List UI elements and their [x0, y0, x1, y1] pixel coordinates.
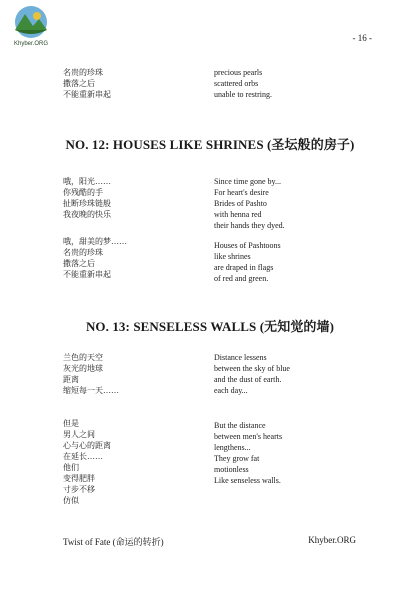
verse-line: Brides of Pashto [214, 199, 267, 208]
verse-line: scattered orbs [214, 79, 259, 88]
verse-line: 仿似 [63, 496, 79, 505]
intro-chinese [63, 67, 111, 100]
verse-line: 灰光的地球 [63, 364, 103, 373]
poem-12-stanza-2-english [214, 240, 281, 284]
verse-line: Since time gone by... [214, 177, 282, 186]
verse-line: their hands they dyed. [214, 221, 285, 230]
verse-line: 缩短每一天…… [63, 386, 119, 395]
verse-line: between men's hearts [214, 432, 283, 441]
poem-13-stanza-1-english [214, 352, 290, 396]
page-number: - 16 - [352, 33, 372, 43]
footer-site-link[interactable]: Khyber.ORG [308, 535, 356, 545]
poem-13-stanza-1-chinese [63, 352, 119, 396]
verse-line: 你残酷的手 [63, 188, 103, 197]
site-logo[interactable] [6, 4, 56, 50]
poem-12-stanza-1-chinese [63, 176, 111, 220]
verse-line: with henna red [214, 210, 262, 219]
verse-line: of red and green. [214, 274, 269, 283]
verse-line: 撒落之后 [63, 259, 95, 268]
poem-13-stanza-2-english [214, 420, 282, 486]
verse-line: 名贵的珍珠 [63, 68, 103, 77]
mountain-logo-icon [6, 4, 56, 42]
verse-line: 在延长…… [63, 452, 103, 461]
footer-book-title: Twist of Fate (命运的转折) [63, 537, 164, 547]
verse-line: 兰色的天空 [63, 353, 103, 362]
verse-line: are draped in flags [214, 263, 274, 272]
verse-line: and the dust of earth. [214, 375, 282, 384]
poem-12-stanza-1-english [214, 176, 285, 231]
poem-12-stanza-2-chinese [63, 236, 127, 280]
verse-line: 变得肥胖 [63, 474, 95, 483]
logo-text: Khyber.ORG [13, 41, 48, 47]
verse-line: 距离 [63, 375, 79, 384]
verse-line: each day... [214, 386, 248, 395]
intro-english [214, 67, 272, 100]
verse-line: between the sky of blue [214, 364, 290, 373]
verse-line: lengthens... [214, 443, 251, 452]
verse-line: precious pearls [214, 68, 263, 77]
verse-line: unable to restring. [214, 90, 272, 99]
poem-13-heading: NO. 13: SENSELESS WALLS (无知觉的墙) [85, 319, 335, 334]
verse-line: 他们 [63, 463, 79, 472]
verse-line: 心与心的距离 [63, 441, 111, 450]
verse-line: motionless [214, 465, 249, 474]
verse-line: 但是 [63, 419, 79, 428]
verse-line: They grow fat [214, 454, 260, 463]
verse-line: 寸步不移 [63, 485, 95, 494]
verse-line: Distance lessens [214, 353, 267, 362]
poem-13-stanza-2-chinese [63, 418, 111, 506]
verse-line: 哦，甜美的梦…… [63, 237, 127, 246]
verse-line: 名贵的珍珠 [63, 248, 103, 257]
verse-line: 我夜晚的快乐 [63, 210, 111, 219]
verse-line: Houses of Pashtoons [214, 241, 281, 250]
verse-line: For heart's desire [214, 188, 269, 197]
verse-line: 哦，阳光…… [63, 177, 111, 186]
verse-line: Like senseless walls. [214, 476, 281, 485]
poem-12-heading: NO. 12: HOUSES LIKE SHRINES (圣坛般的房子) [65, 137, 355, 152]
verse-line: 男人之间 [63, 430, 95, 439]
verse-line: But the distance [214, 421, 266, 430]
verse-line: like shrines [214, 252, 251, 261]
verse-line: 不能重新串起 [63, 90, 111, 99]
verse-line: 扯断珍珠链般 [63, 199, 111, 208]
verse-line: 不能重新串起 [63, 270, 111, 279]
verse-line: 撒落之后 [63, 79, 95, 88]
